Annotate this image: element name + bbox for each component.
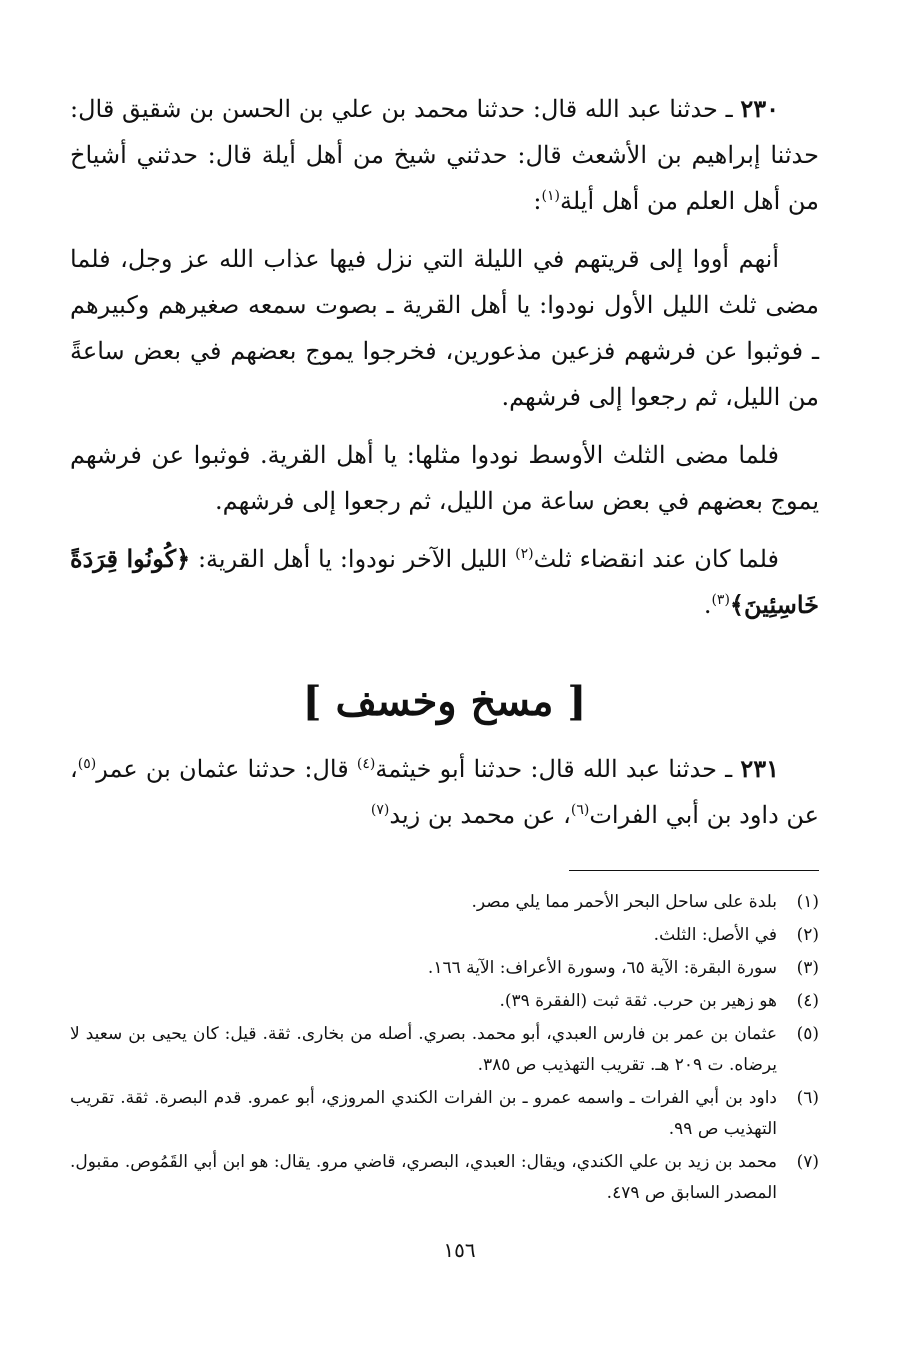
paragraph-4	[70, 536, 819, 628]
footnote-text: هو زهير بن حرب. ثقة ثبت (الفقرة ٣٩).	[499, 991, 777, 1011]
paragraph-text: ـ حدثنا عبد الله قال: حدثنا محمد بن علي بن الحسن بن شقيق قال: حدثنا إبراهيم بن الأشعث قال: حدثني شيخ من أهل أيلة قال: حدثني أشياخ من أهل العلم من أهل أيلة	[70, 95, 819, 215]
paragraph-230	[70, 86, 819, 224]
footnote-number: (٤)	[796, 991, 819, 1011]
paragraph-text: فلما كان عند انقضاء ثلث	[533, 545, 780, 573]
paragraph-text: فلما مضى الثلث الأوسط نودوا مثلها: يا أهل القرية. فوثبوا عن فرشهم يموج بعضهم في بعض ساعة من الليل، ثم رجعوا إلى فرشهم.	[70, 441, 819, 515]
paragraph-text: :	[533, 187, 542, 215]
footnote-item	[70, 986, 819, 1017]
footnote-ref-4[interactable]: (٤)	[356, 756, 376, 772]
footnote-text: سورة البقرة: الآية ٦٥، وسورة الأعراف: الآية ١٦٦.	[427, 958, 777, 978]
footnote-ref-2[interactable]: (٢)	[515, 546, 534, 562]
footnote-text: محمد بن زيد بن علي الكندي، ويقال: العبدي، البصري، قاضي مرو. يقال: هو ابن أبي القَمُوص. مقبول. المصدر السابق ص ٤٧٩.	[70, 1152, 777, 1203]
paragraph-number: ٢٣١	[740, 754, 779, 783]
footnote-ref-6[interactable]: (٦)	[570, 802, 590, 818]
quran-verse: ﴿كُونُوا قِرَدَةً خَاسِئِينَ﴾	[70, 544, 819, 619]
footnote-ref-7[interactable]: (٧)	[370, 802, 390, 818]
footnote-text: عثمان بن عمر بن فارس العبدي، أبو محمد. بصري. أصله من بخارى. ثقة. قيل: كان يحيى بن سعيد لا يرضاه. ت ٢٠٩ هـ. تقريب التهذيب ص ٣٨٥.	[70, 1024, 777, 1075]
footnote-divider	[569, 870, 819, 871]
footnote-ref-5[interactable]: (٥)	[77, 756, 97, 772]
footnote-text: بلدة على ساحل البحر الأحمر مما يلي مصر.	[471, 892, 777, 912]
paragraph-text: ، عن داود بن أبي الفرات	[70, 755, 819, 829]
footnote-number: (١)	[796, 892, 819, 912]
footnote-ref-1[interactable]: (١)	[541, 188, 560, 204]
paragraph-3	[70, 432, 819, 524]
footnote-item	[70, 1147, 819, 1209]
footnote-item	[70, 920, 819, 951]
page-number: ١٥٦	[443, 1238, 476, 1262]
paragraph-text: الليل الآخر نودوا: يا أهل القرية:	[190, 545, 516, 573]
footnote-item	[70, 953, 819, 984]
paragraph-text: ـ حدثنا عبد الله قال: حدثنا أبو خيثمة	[375, 755, 741, 783]
footnote-ref-3[interactable]: (٣)	[711, 592, 730, 608]
footnote-text: في الأصل: الثلث.	[653, 925, 777, 945]
section-heading: [ مسخ وخسف ]	[302, 678, 587, 725]
paragraph-231	[70, 746, 819, 838]
paragraph-text: قال: حدثنا عثمان بن عمر	[96, 755, 357, 783]
footnote-number: (٥)	[796, 1024, 819, 1044]
footnotes	[70, 887, 819, 1209]
paragraph-number: ٢٣٠	[740, 94, 779, 123]
footnote-number: (٦)	[796, 1088, 819, 1108]
footnote-number: (٧)	[796, 1152, 819, 1172]
paragraph-text: ، عن محمد بن زيد	[389, 801, 571, 829]
footnote-number: (٣)	[796, 958, 819, 978]
footnote-text: داود بن أبي الفرات ـ واسمه عمرو ـ بن الفرات الكندي المروزي، أبو عمرو. قدم البصرة. ثقة. تقريب التهذيب ص ٩٩.	[70, 1088, 777, 1139]
footnote-item	[70, 887, 819, 918]
footnote-item	[70, 1019, 819, 1081]
paragraph-text: أنهم أووا إلى قريتهم في الليلة التي نزل فيها عذاب الله عز وجل، فلما مضى ثلث الليل الأول نودوا: يا أهل القرية ـ بصوت سمعه صغيرهم وكبيرهم ـ فوثبوا عن فرشهم فزعين مذعورين، فخرجوا يموج بعضهم في بعض ساعةً من الليل، ثم رجعوا إلى فرشهم.	[70, 245, 819, 411]
paragraph-2	[70, 236, 819, 420]
footnote-item	[70, 1083, 819, 1145]
paragraph-text: .	[703, 591, 712, 619]
footnote-number: (٢)	[796, 925, 819, 945]
